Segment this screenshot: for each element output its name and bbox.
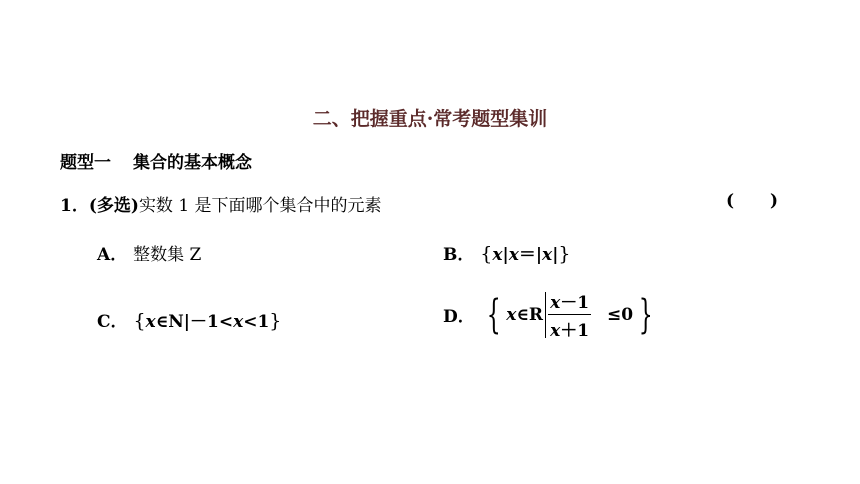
option-d-num-var: x <box>550 293 561 313</box>
option-b[interactable] <box>443 240 570 265</box>
question-type-heading <box>60 148 252 173</box>
option-d-fraction <box>548 288 591 341</box>
option-d-den-rest: ＋1 <box>560 321 590 341</box>
option-b-letter: B． <box>443 245 475 265</box>
option-c-var2: x <box>233 312 244 332</box>
answer-blank[interactable] <box>726 191 778 211</box>
option-d-brace-close: } <box>638 291 653 338</box>
paren-close: ) <box>770 191 779 211</box>
option-b-bar: | <box>502 245 509 265</box>
option-b-var3: x <box>542 245 553 265</box>
option-a-letter: A． <box>97 245 128 265</box>
option-d-brace-open: { <box>486 291 501 338</box>
option-a-text: 整数集 Z <box>133 245 202 265</box>
question-type-label: 题型一 <box>60 153 111 173</box>
paren-open: ( <box>726 191 735 211</box>
question-stem <box>60 191 382 216</box>
option-d-numerator <box>548 288 591 315</box>
option-c-letter: C． <box>97 312 128 332</box>
option-b-var1: x <box>492 245 503 265</box>
option-c-brace-open: { <box>133 310 146 332</box>
option-d-letter: D． <box>443 307 475 327</box>
option-c-brace-close: } <box>269 310 282 332</box>
option-d-leq: ≤0 <box>607 304 634 325</box>
section-title: 二、把握重点·常考题型集训 <box>312 108 548 130</box>
option-b-brace-close: } <box>558 243 571 265</box>
option-d-den-var: x <box>550 321 561 341</box>
option-d-denominator <box>548 315 591 341</box>
option-c-cond: ∈N|－1< <box>155 312 234 332</box>
option-d-num-rest: －1 <box>560 293 590 313</box>
question-tag: (多选) <box>88 196 139 216</box>
option-c-var1: x <box>145 312 156 332</box>
option-b-brace-open: { <box>480 243 493 265</box>
option-b-end: | <box>552 245 559 265</box>
option-d-set: ∈R <box>516 304 544 325</box>
question-type-topic: 集合的基本概念 <box>133 153 252 173</box>
option-d[interactable] <box>443 288 659 341</box>
option-a[interactable] <box>97 240 201 265</box>
option-d-bar <box>545 292 546 338</box>
option-b-var2: x <box>508 245 519 265</box>
option-d-var1: x <box>506 304 517 325</box>
option-c-rest: <1 <box>243 312 270 332</box>
question-text: 实数 1 是下面哪个集合中的元素 <box>138 196 382 216</box>
option-b-eq: ＝| <box>518 245 543 265</box>
option-c[interactable] <box>97 307 281 332</box>
question-number: 1． <box>60 196 89 216</box>
